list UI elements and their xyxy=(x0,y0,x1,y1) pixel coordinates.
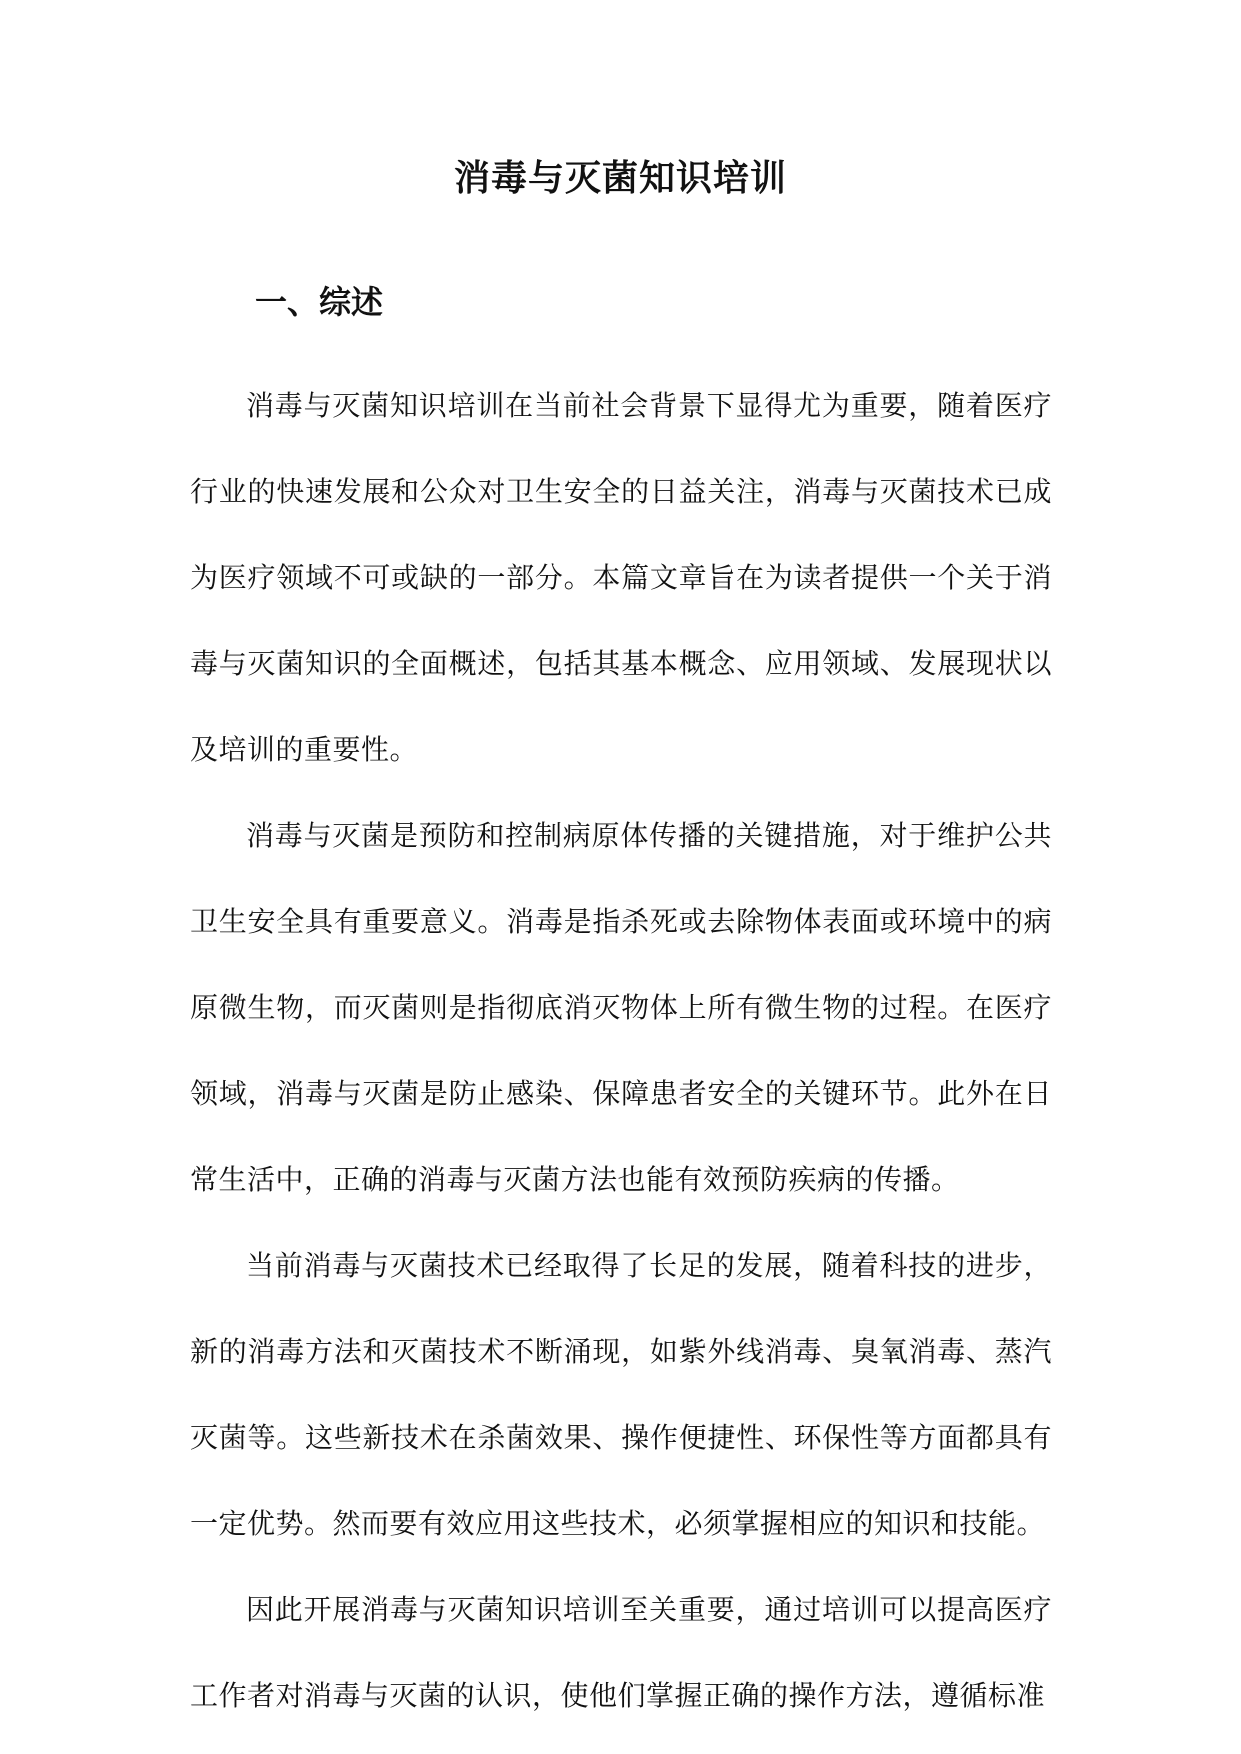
paragraph-1: 消毒与灭菌知识培训在当前社会背景下显得尤为重要，随着医疗行业的快速发展和公众对卫生安全的日益关注，消毒与灭菌技术已成为医疗领域不可或缺的一部分。本篇文章旨在为读者提供一个关于消毒与灭菌知识的全面概述，包括其基本概念、应用领域、发展现状以及培训的重要性。 xyxy=(190,389,1052,766)
section-body xyxy=(190,363,1052,1739)
paragraph-4: 因此开展消毒与灭菌知识培训至关重要，通过培训可以提高医疗工作者对消毒与灭菌的认识，使他们掌握正确的操作方法，遵循标准 xyxy=(190,1593,1052,1712)
document-title: 消毒与灭菌知识培训 xyxy=(453,157,787,199)
section-heading-overview: 一、综述 xyxy=(255,283,384,321)
paragraph-3: 当前消毒与灭菌技术已经取得了长足的发展，随着科技的进步，新的消毒方法和灭菌技术不断涌现，如紫外线消毒、臭氧消毒、蒸汽灭菌等。这些新技术在杀菌效果、操作便捷性、环保性等方面都具有一定优势。然而要有效应用这些技术，必须掌握相应的知识和技能。 xyxy=(190,1249,1052,1540)
paragraph-2: 消毒与灭菌是预防和控制病原体传播的关键措施，对于维护公共卫生安全具有重要意义。消毒是指杀死或去除物体表面或环境中的病原微生物，而灭菌则是指彻底消灭物体上所有微生物的过程。在医疗领域，消毒与灭菌是防止感染、保障患者安全的关键环节。此外在日常生活中，正确的消毒与灭菌方法也能有效预防疾病的传播。 xyxy=(190,819,1052,1196)
